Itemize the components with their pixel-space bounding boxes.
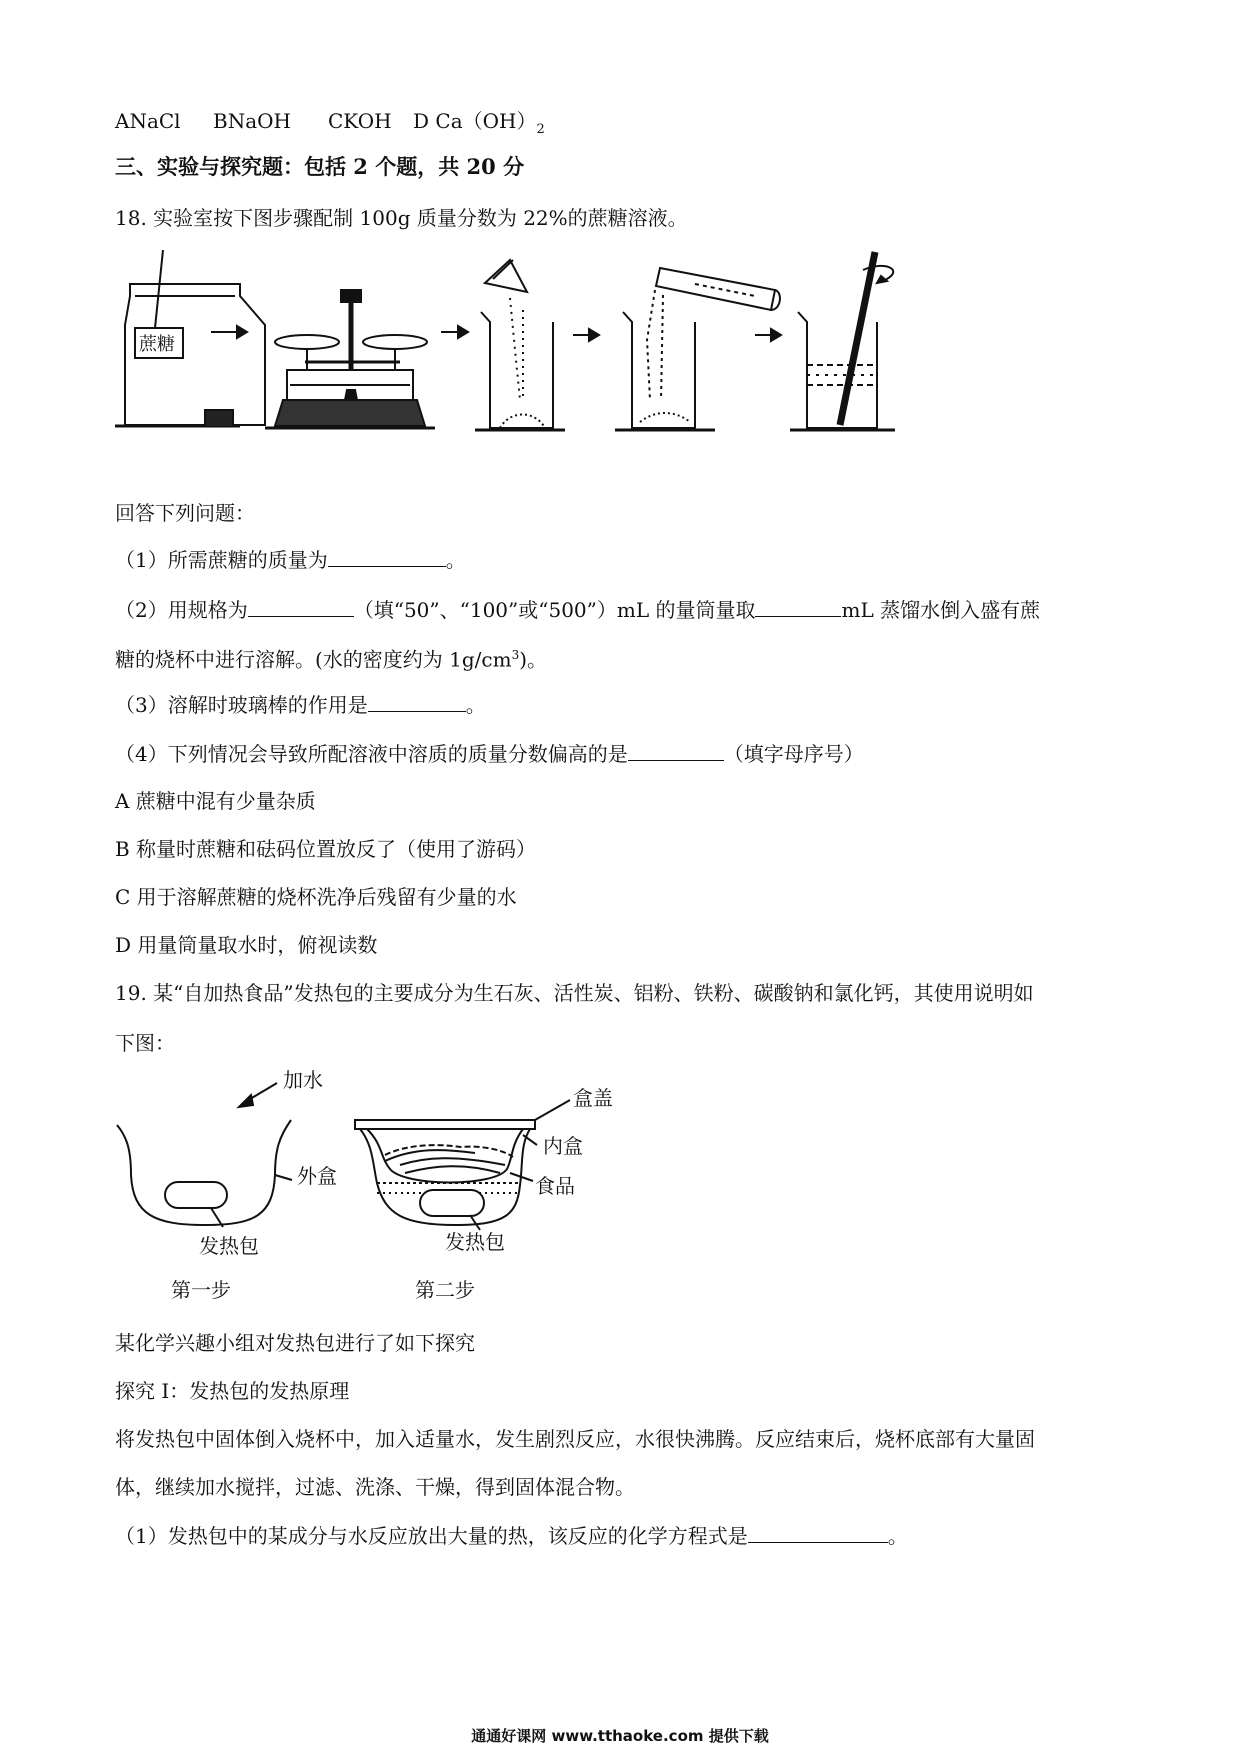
q18-part4 — [115, 740, 864, 767]
step2-label: 第二步 — [415, 1278, 475, 1302]
beaker-pour-sugar-icon — [475, 260, 565, 430]
q18-part2-text-b: （填“50”、“100”或“500”）mL 的量筒量取 — [353, 598, 756, 622]
q18-prompt: 回答下列问题： — [115, 501, 255, 525]
q18-part4-blank[interactable] — [628, 740, 724, 761]
q18-part2-blank-a[interactable] — [248, 596, 354, 617]
arrow-icon — [573, 329, 599, 341]
q18-part2-text-c: mL 蒸馏水倒入盛有蔗 — [841, 598, 1041, 622]
q19-part1-end: 。 — [887, 1524, 908, 1548]
q18-part2-blank-b[interactable] — [755, 596, 841, 617]
heat-pack-label-1: 发热包 — [199, 1234, 259, 1258]
q19-heating-box-figure — [115, 1065, 675, 1310]
q18-part2-line2 — [115, 642, 547, 673]
q18-part3-text: （3）溶解时玻璃棒的作用是 — [115, 693, 368, 717]
add-water-arrow-icon — [239, 1083, 277, 1107]
arrow-icon — [755, 329, 781, 341]
arrow-icon — [441, 326, 468, 338]
q18-option-a: A 蔗糖中混有少量杂质 — [115, 789, 316, 813]
q18-option-b: B 称量时蔗糖和砝码位置放反了（使用了游码） — [115, 837, 537, 861]
option-c: CKOH — [328, 109, 392, 133]
food-label: 食品 — [535, 1174, 575, 1198]
q18-part2 — [115, 596, 1040, 623]
q18-part3-end: 。 — [465, 693, 486, 717]
sugar-jar-icon — [115, 250, 265, 426]
q18-part3-blank[interactable] — [368, 691, 466, 712]
heat-pack-label-2: 发热包 — [445, 1230, 505, 1254]
balance-icon — [265, 290, 435, 428]
step1-label: 第一步 — [171, 1278, 231, 1302]
option-a: ANaCl — [115, 109, 181, 133]
section-title: 三、实验与探究题：包括 2 个题，共 20 分 — [115, 154, 525, 179]
beaker-pour-water-icon — [615, 268, 780, 430]
option-d: D Ca（OH） — [413, 109, 537, 133]
heating-box-assembly-icon — [355, 1100, 570, 1230]
outer-box-icon — [117, 1120, 291, 1225]
q19-para-line1: 将发热包中固体倒入烧杯中，加入适量水，发生剧烈反应，水很快沸腾。反应结束后，烧杯底部有大量固 — [115, 1427, 1035, 1451]
choice-options — [115, 108, 545, 143]
q19-part1-blank[interactable] — [748, 1522, 888, 1543]
q18-part3 — [115, 691, 486, 718]
q18-part2-text-a: （2）用规格为 — [115, 598, 248, 622]
arrow-icon — [211, 326, 247, 338]
q19-para-line2: 体，继续加水搅拌，过滤、洗涤、干燥，得到固体混合物。 — [115, 1475, 635, 1499]
outer-box-label: 外盒 — [297, 1164, 337, 1188]
q19-stem-line1: 19. 某“自加热食品”发热包的主要成分为生石灰、活性炭、铝粉、铁粉、碳酸钠和氯化钙，其使用说明如 — [115, 981, 1034, 1005]
q19-stem-line2: 下图： — [115, 1031, 175, 1055]
q18-part1 — [115, 546, 466, 573]
q18-part2-line2-text: 糖的烧杯中进行溶解。(水的密度约为 1g/cm — [115, 647, 512, 672]
page-footer: 通通好课网 www.tthaoke.com 提供下载 — [471, 1727, 769, 1745]
q18-part1-text: （1）所需蔗糖的质量为 — [115, 548, 328, 572]
q18-part4-end: （填字母序号） — [723, 742, 864, 766]
add-water-label: 加水 — [283, 1068, 323, 1092]
option-b: BNaOH — [213, 109, 291, 133]
q18-steps-figure — [115, 250, 1015, 435]
q18-option-d: D 用量筒量取水时，俯视读数 — [115, 933, 378, 957]
lid-label: 盒盖 — [573, 1086, 613, 1110]
option-d-subscript: 2 — [536, 122, 545, 137]
sugar-jar-label: 蔗糖 — [139, 334, 175, 355]
q18-option-c: C 用于溶解蔗糖的烧杯洗净后残留有少量的水 — [115, 885, 517, 909]
beaker-stir-icon — [790, 252, 895, 430]
q18-part4-text: （4）下列情况会导致所配溶液中溶质的质量分数偏高的是 — [115, 742, 628, 766]
q19-explore1: 探究 I：发热包的发热原理 — [115, 1379, 350, 1403]
q18-part2-line2-end: )。 — [519, 647, 548, 672]
q19-part1 — [115, 1522, 908, 1549]
q18-stem: 18. 实验室按下图步骤配制 100g 质量分数为 22%的蔗糖溶液。 — [115, 206, 688, 230]
q18-part1-end: 。 — [445, 548, 466, 572]
q19-after-figure: 某化学兴趣小组对发热包进行了如下探究 — [115, 1331, 475, 1355]
q18-part1-blank[interactable] — [328, 546, 446, 567]
inner-box-label: 内盒 — [543, 1134, 583, 1158]
q18-part2-sup: 3 — [511, 648, 520, 662]
q19-part1-text: （1）发热包中的某成分与水反应放出大量的热，该反应的化学方程式是 — [115, 1524, 748, 1548]
